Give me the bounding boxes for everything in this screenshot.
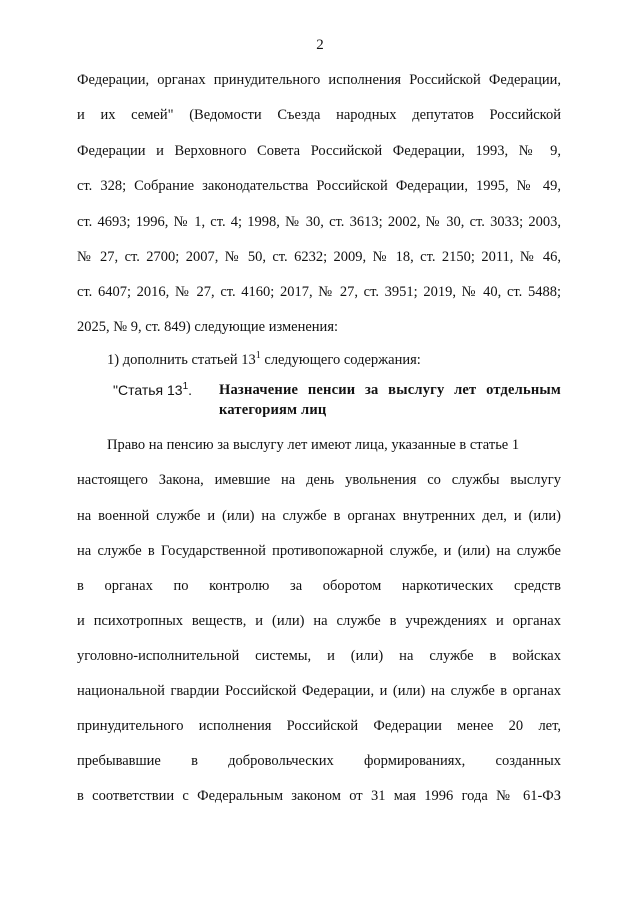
- item-1-text-after: следующего содержания:: [260, 352, 421, 368]
- article-label-after: .: [188, 382, 193, 398]
- body-line-7: уголовно-исполнительной системы, и (или) на службе в войсках: [77, 648, 561, 664]
- body-line-10: пребывавшие в добровольческих формированиях, созданных: [77, 753, 561, 769]
- page-number: 2: [316, 37, 324, 53]
- intro-line-6: № 27, ст. 2700; 2007, № 50, ст. 6232; 2009, № 18, ст. 2150; 2011, № 46,: [77, 249, 561, 265]
- body-line-11: в соответствии с Федеральным законом от 31 мая 1996 года № 61-ФЗ: [77, 788, 561, 804]
- intro-line-2: и их семей" (Ведомости Съезда народных депутатов Российской: [77, 107, 561, 123]
- item-1-line: [107, 350, 561, 370]
- body-line-4: на службе в Государственной противопожарной службе, и (или) на службе: [77, 543, 561, 559]
- body-line-3: на военной службе и (или) на службе в органах внутренних дел, и (или): [77, 508, 561, 524]
- item-1-text-before: 1) дополнить статьей 13: [107, 352, 256, 368]
- article-label-superscript: 1: [182, 381, 189, 392]
- article-title: [219, 380, 561, 420]
- body-line-9: принудительного исполнения Российской Федерации менее 20 лет,: [77, 718, 561, 734]
- article-label-before: "Статья 13: [113, 382, 183, 398]
- body-line-8: национальной гвардии Российской Федерации, и (или) на службе в органах: [77, 683, 561, 699]
- intro-line-4: ст. 328; Собрание законодательства Российской Федерации, 1995, № 49,: [77, 178, 561, 194]
- article-label: [113, 380, 192, 400]
- body-line-1: Право на пенсию за выслугу лет имеют лица, указанные в статье 1: [107, 437, 520, 453]
- intro-line-8: 2025, № 9, ст. 849) следующие изменения:: [77, 319, 339, 335]
- body-line-6: и психотропных веществ, и (или) на службе в учреждениях и органах: [77, 613, 561, 629]
- intro-line-1: Федерации, органах принудительного исполнения Российской Федерации,: [77, 72, 561, 88]
- intro-line-3: Федерации и Верховного Совета Российской Федерации, 1993, № 9,: [77, 143, 561, 159]
- body-line-5: в органах по контролю за оборотом наркотических средств: [77, 578, 561, 594]
- item-1-superscript: 1: [255, 350, 261, 361]
- intro-line-7: ст. 6407; 2016, № 27, ст. 4160; 2017, № 27, ст. 3951; 2019, № 40, ст. 5488;: [77, 284, 561, 300]
- intro-line-5: ст. 4693; 1996, № 1, ст. 4; 1998, № 30, ст. 3613; 2002, № 30, ст. 3033; 2003,: [77, 214, 561, 230]
- article-title-line-2: категориям лиц: [219, 402, 327, 418]
- body-line-2: настоящего Закона, имевшие на день увольнения со службы выслугу: [77, 472, 561, 488]
- article-title-line-1: Назначение пенсии за выслугу лет отдельным: [219, 382, 561, 398]
